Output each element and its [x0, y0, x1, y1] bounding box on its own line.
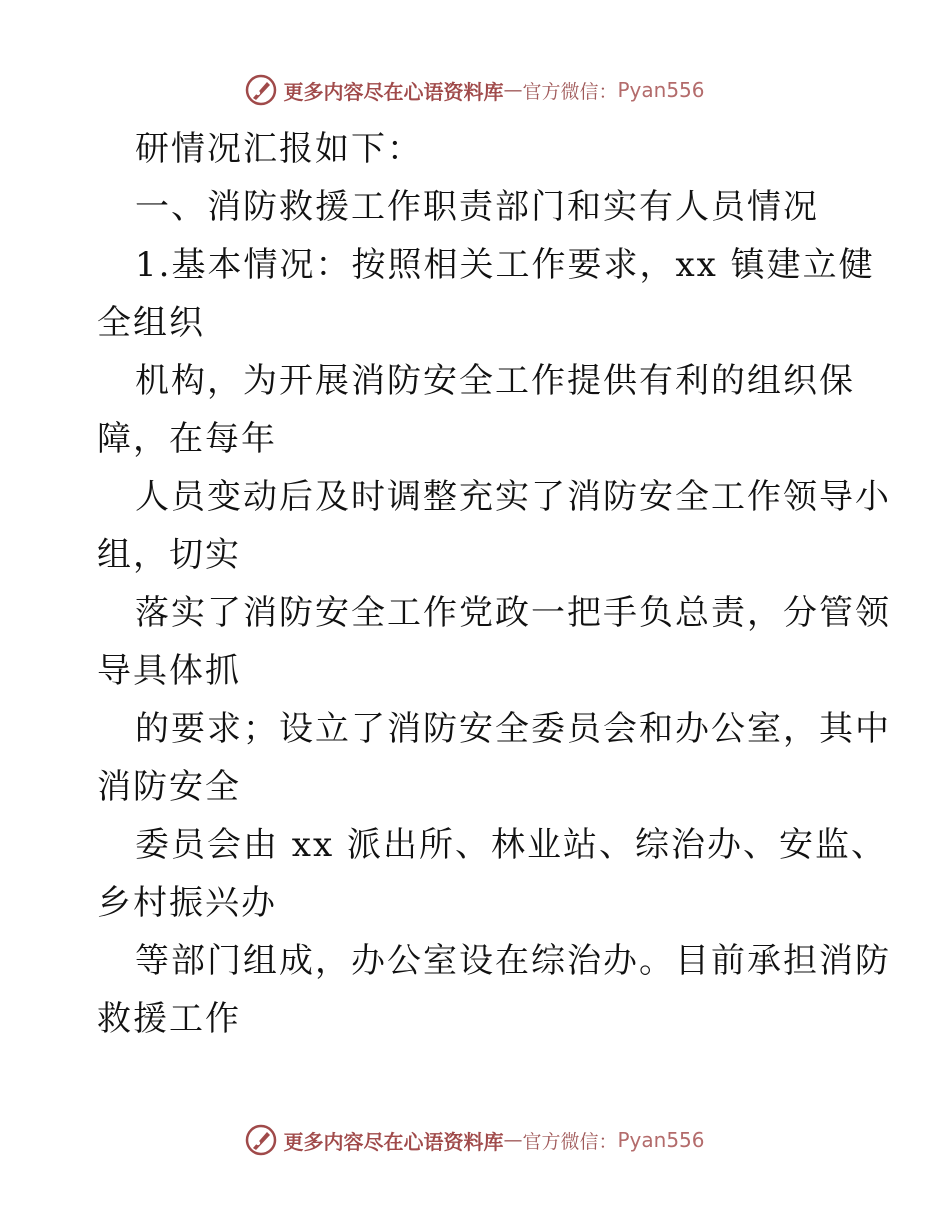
- document-body: [97, 120, 891, 1048]
- text-line: 落实了消防安全工作党政一把手负总责，分管领: [135, 593, 891, 633]
- text-line: 的要求；设立了消防安全委员会和办公室，其中: [135, 709, 891, 749]
- text-line: 人员变动后及时调整充实了消防安全工作领导小: [135, 477, 891, 517]
- banner-wechat-label: 官方微信：: [522, 1130, 618, 1153]
- text-line: 导具体抓: [97, 651, 241, 691]
- banner-dash: —: [503, 79, 523, 101]
- banner-brand-text: 更多内容尽在心语资料库: [283, 79, 504, 104]
- banner-dash: —: [503, 1129, 523, 1151]
- text-line: 委员会由 xx 派出所、林业站、综治办、安监、: [135, 825, 887, 865]
- section-heading: 一、消防救援工作职责部门和实有人员情况: [135, 187, 819, 227]
- quill-logo-icon: [245, 74, 277, 106]
- text-line: 组，切实: [97, 535, 241, 575]
- quill-logo-icon: [245, 1124, 277, 1156]
- text-line: 1.基本情况：按照相关工作要求，xx 镇建立健: [135, 245, 875, 285]
- banner-brand-text: 更多内容尽在心语资料库: [283, 1129, 504, 1154]
- text-line: 消防安全: [97, 767, 241, 807]
- footer-banner: [0, 1120, 950, 1160]
- text-line: 研情况汇报如下：: [135, 129, 423, 169]
- header-banner: [0, 70, 950, 110]
- text-line: 救援工作: [97, 999, 241, 1039]
- banner-wechat-id: Pyan556: [617, 1128, 705, 1152]
- text-line: 乡村振兴办: [97, 883, 277, 923]
- banner-wechat-label: 官方微信：: [522, 80, 618, 103]
- text-line: 等部门组成，办公室设在综治办。目前承担消防: [135, 941, 891, 981]
- text-line: 全组织: [97, 303, 205, 343]
- text-line: 障，在每年: [97, 419, 277, 459]
- banner-wechat-id: Pyan556: [617, 78, 705, 102]
- text-line: 机构，为开展消防安全工作提供有利的组织保: [135, 361, 855, 401]
